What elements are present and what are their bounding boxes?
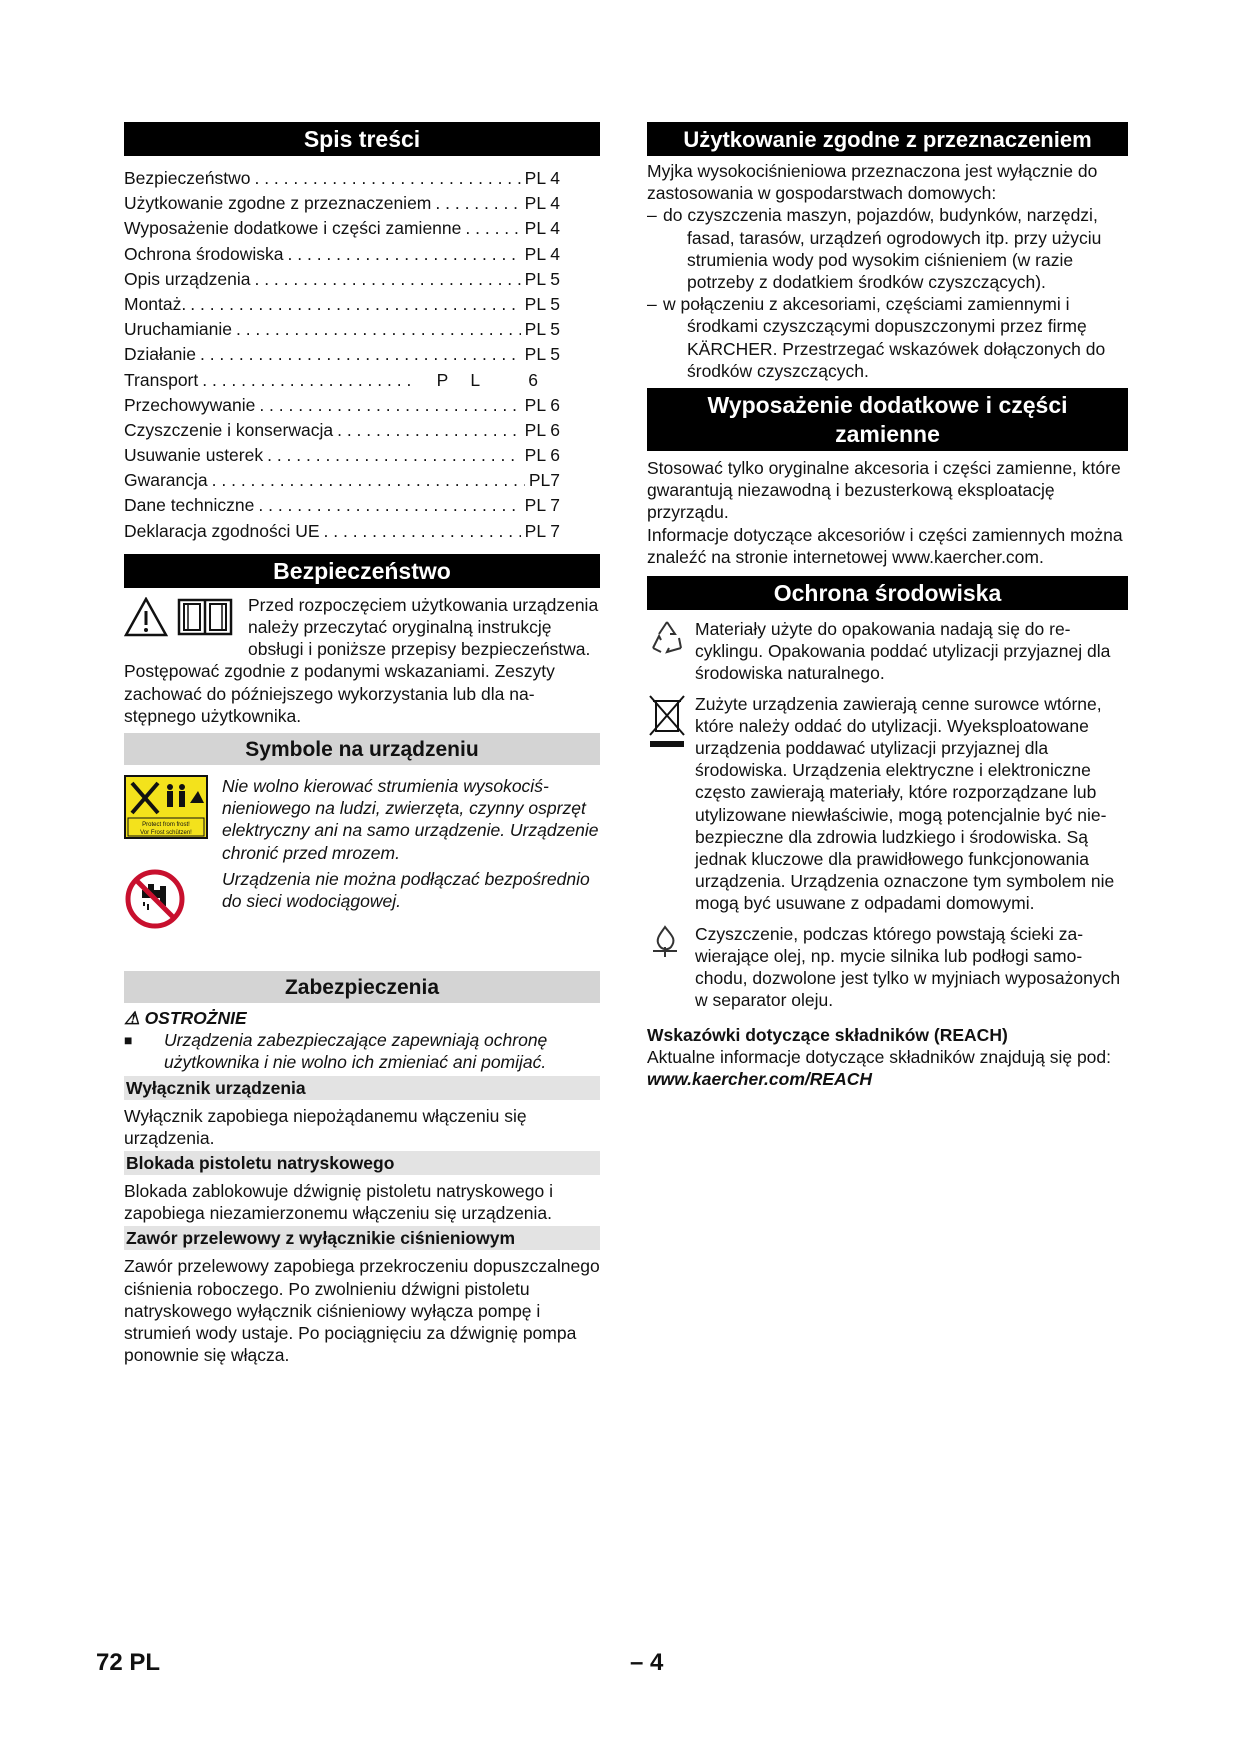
protections-heading: Zabezpieczenia: [124, 971, 600, 1003]
toc-entry[interactable]: [124, 191, 560, 216]
bullet-square-icon: ■: [124, 1032, 133, 1049]
toc-entry-title: Dane techniczne: [124, 495, 255, 516]
toc-entry-title: Wyposażenie dodatkowe i części zamienne: [124, 218, 462, 239]
toc-entry-title: Gwarancja: [124, 470, 208, 491]
toc-entry-page: PL 5: [524, 268, 560, 289]
toc-entry-title: Transport: [124, 369, 199, 390]
toc-entry[interactable]: [124, 418, 560, 443]
toc-entry-title: Działanie: [124, 344, 196, 365]
toc-entry-page: PL 6: [524, 394, 560, 415]
safety-icons: [124, 594, 242, 640]
list-item-text: w połączeniu z akcesoriami, częściami zamiennymi i środkami czyszczącymi dopuszczonymi przez firmę KÄRCHER. Przestrzegać wskazówek dołączonych do środków czyszczących.: [663, 294, 1106, 381]
toc-entry-page: PL 6: [524, 445, 560, 466]
accessories-text-2: Informacje dotyczące akcesoriów i części zamiennych można znaleźć na stronie internetowej www.kaercher.com.: [647, 524, 1123, 567]
symbol-water-text: Urządzenia nie można podłączać bezpośrednio do sieci wodociągowej.: [222, 868, 590, 912]
intended-use-heading: Użytkowanie zgodne z przeznaczeniem: [647, 122, 1128, 156]
list-item-text: do czyszczenia maszyn, pojazdów, budynków, narzędzi, fasad, tarasów, urządzeń ogrodowych itp. przy użyciu strumienia wody pod wysokim ciśnieniem (w razie potrzeby z dodatkiem środków czyszczących).: [663, 205, 1102, 293]
valve-text: Zawór przelewowy zapobiega przekroczeniu dopuszczalnego ciśnienia roboczego. Po zwolnieniu dźwigni pistoletu natryskowego wyłącznik ciśnieniowy wyłącza pompę i strumień wody ustaje. Po pociągnięciu za dźwignię pompa ponownie się włącza.: [124, 1256, 600, 1366]
toc-entry-title: Opis urządzenia: [124, 268, 251, 289]
toc-entry-title: Bezpieczeństwo: [124, 168, 251, 188]
symbols-heading: Symbole na urządzeniu: [124, 733, 600, 765]
list-item: – do czyszczenia maszyn, pojazdów, budynków, narzędzi, fasad, tarasów, urządzeń ogrodowych itp. przy użyciu strumienia wody pod wysokim ciśnieniem (w razie potrzeby z dodatkiem środków czyszczących).: [647, 204, 1128, 293]
toc-entry[interactable]: [124, 292, 560, 317]
toc-entry-title: Ochrona środowiska: [124, 243, 284, 264]
crossed-bin-icon: [647, 693, 687, 749]
no-spray-warning-icon: [124, 775, 208, 839]
caution-text: Urządzenia zabezpieczające zapewniają ochronę użytkownika i nie wolno ich zmieniać ani pomijać.: [164, 1030, 548, 1073]
frost-label-top: Protect from frost!: [142, 822, 190, 829]
toc-entry-page: PL 5: [524, 344, 560, 365]
lock-text: Blokada zablokowuje dźwignię pistoletu natryskowego i zapobiega niezamierzonemu włączeniu się urządzenia.: [124, 1181, 553, 1224]
toc-entry-title: Przechowywanie: [124, 394, 256, 415]
no-direct-water-connection-icon: [124, 868, 186, 930]
intended-use-intro: Myjka wysokociśnieniowa przeznaczona jest wyłącznie do zastosowania w gospodarstwach domowych:: [647, 161, 1098, 204]
toc-entry-title: Użytkowanie zgodne z przeznaczeniem: [124, 193, 432, 214]
valve-heading: Zawór przelewowy z wyłącznikie ciśnieniowym: [124, 1226, 600, 1250]
caution-item: [124, 1029, 600, 1073]
recycle-row: [647, 618, 1128, 685]
toc-entry-title: Montaż.: [124, 293, 187, 314]
toc-entry[interactable]: [124, 342, 560, 367]
toc-entry-page: PL 6: [524, 419, 560, 440]
toc-entry-title: Deklaracja zgodności UE: [124, 520, 320, 541]
lock-heading: Blokada pistoletu natryskowego: [124, 1151, 600, 1175]
toc-entry[interactable]: [124, 443, 560, 468]
symbol-row-spray: [124, 775, 600, 864]
toc-entry-page: PL 6: [436, 369, 560, 390]
reach-text: Aktualne informacje dotyczące składników znajdują się pod:: [647, 1046, 1112, 1067]
toc-entry-page: PL 7: [524, 495, 560, 516]
safety-intro-text: Przed rozpoczęciem użytkowania urządzenia należy przeczytać oryginalną instrukcję obsługi i poniższe przepisy bezpieczeństwa. Postępować zgodnie z podanymi wskazaniami. Zeszyty zachować do późniejszego wykorzystania lub dla następnego użytkownika.: [124, 594, 599, 726]
weee-text: Zużyte urządzenia zawierają cenne surowce wtórne, które należy oddać do utylizacji. Wyeksploatowane urządzenia poddawać utylizacji przyjaznej dla środowiska. Urządzenia elektryczne i elektroniczne często zawierają materiały, które rozporządzane lub utylizowane niewłaściwie, mogą potencjalnie być niebezpieczne dla zdrowia ludzkiego i środowiska. Są jednak kluczowe dla prawidłowego funkcjonowania urządzenia. Urządzenia oznaczone tym symbolem nie mogą być usuwane z odpadami domowymi.: [695, 693, 1115, 914]
toc-entry[interactable]: [124, 267, 560, 292]
accessories-text-1: Stosować tylko oryginalne akcesoria i części zamienne, które gwarantują niezawodną i bezusterkową eksploatację przyrządu.: [647, 458, 1121, 523]
caution-label-row: [124, 1007, 600, 1029]
warning-triangle-icon: [124, 597, 168, 637]
left-column: [124, 122, 600, 1366]
page-footer-number: – 4: [630, 1649, 664, 1676]
toc-entry-page: PL 4: [524, 168, 560, 188]
toc-entry-page: PL 4: [524, 218, 560, 239]
page-footer-label: 72 PL: [96, 1649, 161, 1676]
manual-book-icon: [176, 596, 234, 638]
table-of-contents: [124, 166, 600, 544]
toc-entry[interactable]: [124, 166, 560, 191]
toc-entry[interactable]: [124, 519, 560, 544]
safety-intro: [124, 594, 600, 727]
safety-heading: Bezpieczeństwo: [124, 554, 600, 588]
toc-entry[interactable]: [124, 317, 560, 342]
toc-entry-page: PL7: [528, 470, 560, 491]
caution-label: OSTROŻNIE: [144, 1008, 247, 1029]
toc-entry[interactable]: [124, 368, 560, 393]
symbol-row-water: [124, 868, 600, 935]
toc-entry-page: PL 5: [524, 319, 560, 340]
toc-entry[interactable]: [124, 393, 560, 418]
toc-entry[interactable]: [124, 242, 560, 267]
toc-entry-page: PL 4: [524, 243, 560, 264]
switch-heading: Wyłącznik urządzenia: [124, 1076, 600, 1100]
symbol-spray-text: Nie wolno kierować strumienia wysokociśnieniowego na ludzi, zwierzęta, czynny osprzęt elektryczny ani na samo urządzenie. Urządzenie chronić przed mrozem.: [222, 776, 599, 863]
environment-heading: Ochrona środowiska: [647, 576, 1128, 610]
toc-entry[interactable]: [124, 468, 560, 493]
reach-heading: Wskazówki dotyczące składników (REACH): [647, 1024, 1008, 1045]
toc-entry-page: PL 7: [524, 520, 560, 541]
list-item: – w połączeniu z akcesoriami, częściami zamiennymi i środkami czyszczącymi dopuszczonymi przez firmę KÄRCHER. Przestrzegać wskazówek dołączonych do środków czyszczących.: [647, 293, 1128, 382]
switch-text: Wyłącznik zapobiega niepożądanemu włączeniu się urządzenia.: [124, 1105, 527, 1148]
toc-entry-page: PL 5: [524, 293, 560, 314]
right-column: [647, 122, 1128, 1090]
toc-entry[interactable]: [124, 216, 560, 241]
recycle-text: Materiały użyte do opakowania nadają się do recyklingu. Opakowania poddać utylizacji przyjaznej dla środowiska naturalnego.: [695, 619, 1111, 684]
oil-row: [647, 923, 1128, 1012]
weee-row: [647, 693, 1128, 915]
caution-icon: ⚠: [124, 1008, 145, 1029]
frost-label-bottom: Vor Frost schützen!: [140, 830, 192, 837]
toc-entry-title: Usuwanie usterek: [124, 445, 264, 466]
toc-heading: Spis treści: [124, 122, 600, 156]
toc-entry[interactable]: [124, 493, 560, 518]
oil-drop-icon: [647, 923, 683, 959]
toc-entry-title: Czyszczenie i konserwacja: [124, 419, 334, 440]
toc-entry-title: Uruchamianie: [124, 319, 232, 340]
recycle-icon: [647, 618, 687, 658]
intended-use-list: [647, 204, 1128, 382]
toc-entry-page: PL 4: [524, 193, 560, 214]
oil-text: Czyszczenie, podczas którego powstają ścieki zawierające olej, np. mycie silnika lub podłogi samochodu, dozwolone jest tylko w myjniach wyposażonych w separator oleju.: [695, 923, 1121, 1011]
accessories-heading: Wyposażenie dodatkowe i części zamienne: [647, 388, 1128, 451]
reach-link[interactable]: www.kaercher.com/REACH: [647, 1068, 872, 1089]
